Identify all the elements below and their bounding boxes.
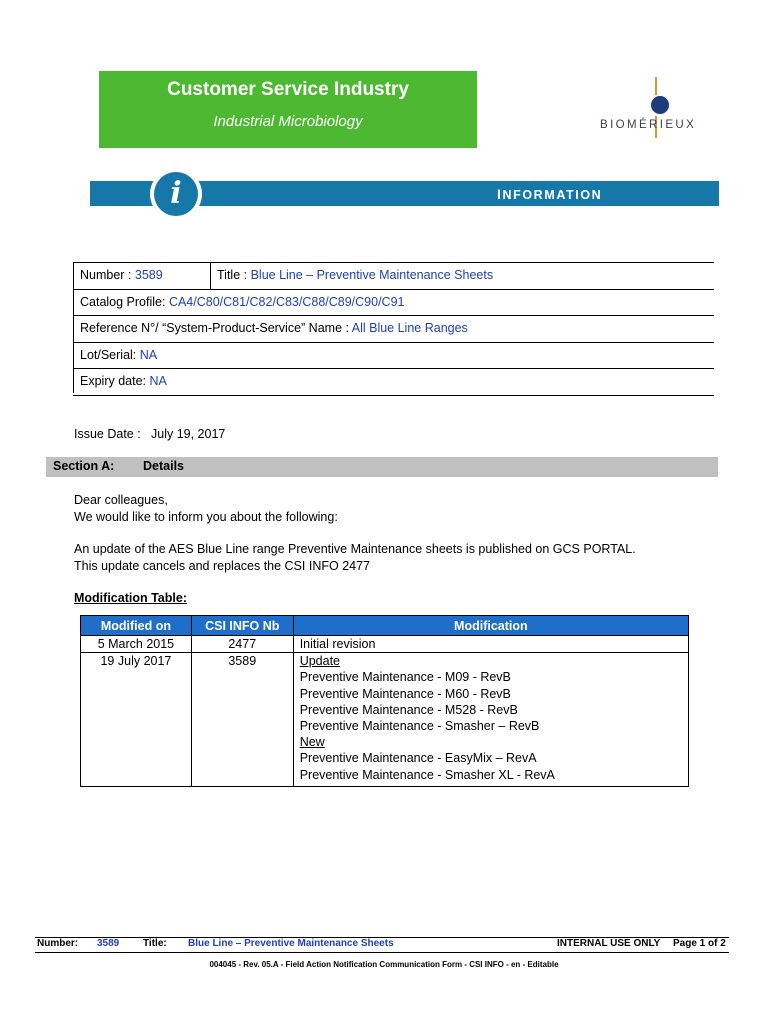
new-heading: New: [299, 735, 325, 750]
modification-table: [80, 615, 689, 787]
cell-date: 19 July 2017: [81, 653, 192, 787]
table-header-row: [81, 616, 689, 636]
column-header: CSI INFO Nb: [191, 616, 293, 636]
footer-title-label: Title:: [143, 938, 167, 949]
issue-date-value: July 19, 2017: [151, 427, 226, 441]
reference-value: All Blue Line Ranges: [351, 321, 468, 335]
update-paragraph: An update of the AES Blue Line range Preventive Maintenance sheets is published on GCS PORTAL.: [74, 542, 636, 556]
biomerieux-logo: [597, 72, 737, 147]
footer-page: Page 1 of 2: [673, 938, 726, 949]
catalog-value: CA4/C80/C81/C82/C83/C88/C89/C90/C91: [168, 294, 405, 309]
cell-modification: [293, 653, 688, 787]
column-header: Modification: [293, 616, 688, 636]
list-item: Preventive Maintenance - EasyMix – RevA: [299, 751, 537, 766]
list-item: Preventive Maintenance - M09 - RevB: [299, 670, 511, 685]
modification-table-title: Modification Table:: [74, 591, 187, 605]
list-item: Preventive Maintenance - Smasher XL - RevA: [299, 767, 555, 782]
logo-text: BIOMÉRIEUX: [600, 119, 697, 131]
cell-date: 5 March 2015: [81, 636, 192, 653]
lot-row: Lot/Serial: NA: [73, 343, 714, 370]
section-a-bar: [46, 457, 718, 477]
page-footer: [35, 937, 729, 953]
banner-subtitle: Industrial Microbiology: [213, 113, 363, 130]
header-banner: [99, 71, 477, 148]
issue-date-label: Issue Date :: [74, 427, 141, 441]
column-header: Modified on: [81, 616, 192, 636]
reference-row: Reference N°/ “System-Product-Service” Name : All Blue Line Ranges: [73, 316, 714, 343]
replace-paragraph: This update cancels and replaces the CSI INFO 2477: [74, 559, 370, 573]
expiry-row: Expiry date: NA: [73, 369, 714, 396]
information-title: INFORMATION: [497, 186, 603, 202]
expiry-value: NA: [149, 374, 167, 388]
section-label: Section A:: [53, 459, 115, 473]
section-title: Details: [143, 459, 184, 473]
table-row: [81, 636, 689, 653]
number-value: 3589: [134, 268, 163, 282]
footer-internal: INTERNAL USE ONLY: [557, 938, 661, 949]
list-item: Preventive Maintenance - M60 - RevB: [299, 686, 511, 701]
number-title-row: Number : 3589 Title : Blue Line – Preventive Maintenance Sheets: [73, 262, 714, 290]
cell-nb: 3589: [191, 653, 293, 787]
list-item: Preventive Maintenance - Smasher – RevB: [299, 719, 540, 734]
table-row: [81, 653, 689, 787]
lot-value: NA: [139, 347, 158, 362]
cell-nb: 2477: [191, 636, 293, 653]
update-heading: Update: [299, 654, 340, 669]
form-reference: 004045 - Rev. 05.A - Field Action Notification Communication Form - CSI INFO - en - Editable: [209, 960, 559, 969]
banner-title: Customer Service Industry: [167, 79, 409, 100]
cell-modification: Initial revision: [293, 636, 688, 653]
catalog-row: Catalog Profile: CA4/C80/C81/C82/C83/C88/C89/C90/C91: [73, 290, 714, 317]
list-item: Preventive Maintenance - M528 - RevB: [299, 702, 518, 717]
document-info-table: [73, 262, 714, 396]
footer-number-value: 3589: [97, 938, 120, 949]
footer-title-value: Blue Line – Preventive Maintenance Sheets: [188, 938, 394, 949]
title-value: Blue Line – Preventive Maintenance Sheets: [250, 268, 494, 282]
info-icon: i: [150, 168, 202, 220]
greeting: Dear colleagues,: [74, 493, 168, 507]
footer-number-label: Number:: [37, 938, 79, 949]
intro-line: We would like to inform you about the following:: [74, 510, 338, 524]
logo-mark-icon: [597, 72, 737, 147]
